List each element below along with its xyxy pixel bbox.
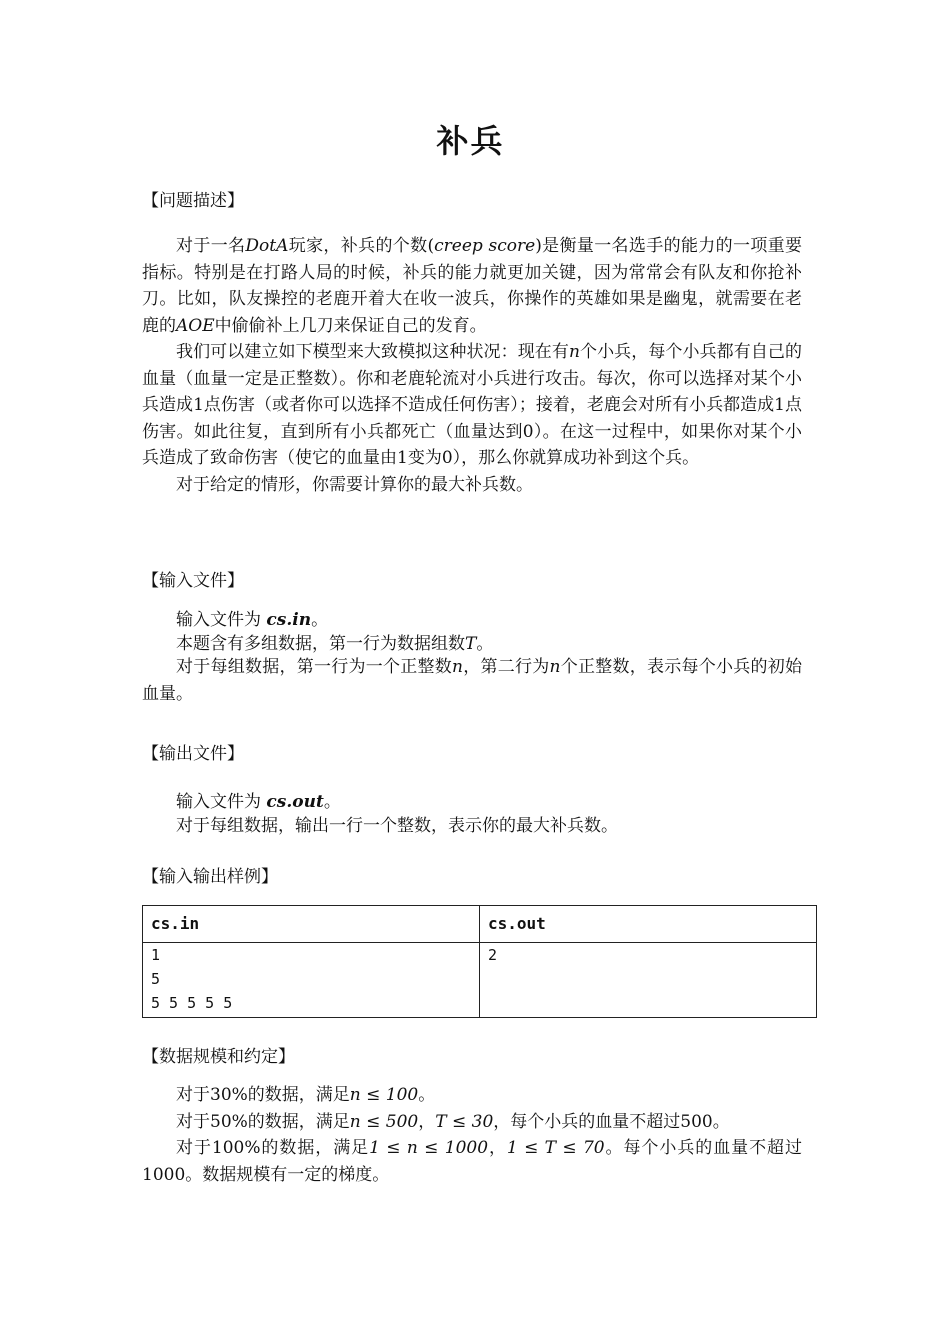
sample-input-line: 5: [151, 970, 161, 988]
sample-output-cell: [480, 943, 817, 1018]
limits-body: [142, 1082, 802, 1188]
input-line-3: 对于每组数据，第一行为一个正整数n，第二行为n个正整数，表示每个小兵的初始血量。: [142, 657, 803, 704]
heading-description: 【问题描述】: [142, 191, 244, 211]
description-paragraph-2: 我们可以建立如下模型来大致模拟这种状况：现在有n个小兵，每个小兵都有自己的血量（血量一定是正整数）。你和老鹿轮流对小兵进行攻击。每次，你可以选择对某个小兵造成1点伤害（或者你可以选择不造成任何伤害）；接着，老鹿会对所有小兵都造成1点伤害。如此往复，直到所有小兵都死亡（血量达到0）。在这一过程中，如果你对某个小兵造成了致命伤害（使它的血量由1变为0），那么你就算成功补到这个兵。: [142, 342, 803, 468]
heading-input: 【输入文件】: [142, 571, 244, 591]
sample-input-line: 5 5 5 5 5: [151, 994, 233, 1012]
output-line-1: 输入文件为 cs.out。: [176, 792, 341, 812]
description-body: [142, 233, 802, 498]
description-paragraph-1: 对于一名DotA玩家，补兵的个数(creep score)是衡量一名选手的能力的一项重要指标。特别是在打路人局的时候，补兵的能力就更加关键，因为常常会有队友和你抢补刀。比如，队友操控的老鹿开着大在收一波兵，你操作的英雄如果是幽鬼，就需要在老鹿的AOE中偷偷补上几刀来保证自己的发育。: [142, 236, 803, 336]
sample-input-line: 1: [151, 946, 161, 964]
sample-table: [142, 905, 817, 1018]
heading-output: 【输出文件】: [142, 744, 244, 764]
input-line-2: 本题含有多组数据，第一行为数据组数T。: [176, 633, 494, 654]
heading-sample: 【输入输出样例】: [142, 867, 278, 887]
output-line-2: 对于每组数据，输出一行一个整数，表示你的最大补兵数。: [176, 815, 618, 836]
output-body: [142, 789, 802, 839]
sample-header-out: cs.out: [480, 906, 817, 943]
heading-limits: 【数据规模和约定】: [142, 1047, 295, 1067]
limits-line-2: 对于50%的数据，满足n ≤ 500，T ≤ 30，每个小兵的血量不超过500。: [176, 1111, 730, 1132]
sample-output-line: 2: [488, 946, 498, 964]
document-title: 补兵: [436, 122, 505, 160]
limits-line-3: 对于100%的数据，满足1 ≤ n ≤ 1000，1 ≤ T ≤ 70。每个小兵的血量不超过1000。数据规模有一定的梯度。: [142, 1138, 802, 1185]
description-paragraph-3: 对于给定的情形，你需要计算你的最大补兵数。: [176, 474, 533, 495]
input-line-1: 输入文件为 cs.in。: [176, 610, 329, 630]
sample-input-cell: [143, 943, 480, 1018]
input-body: [142, 607, 802, 707]
sample-header-in: cs.in: [143, 906, 480, 943]
limits-line-1: 对于30%的数据，满足n ≤ 100。: [176, 1085, 436, 1105]
